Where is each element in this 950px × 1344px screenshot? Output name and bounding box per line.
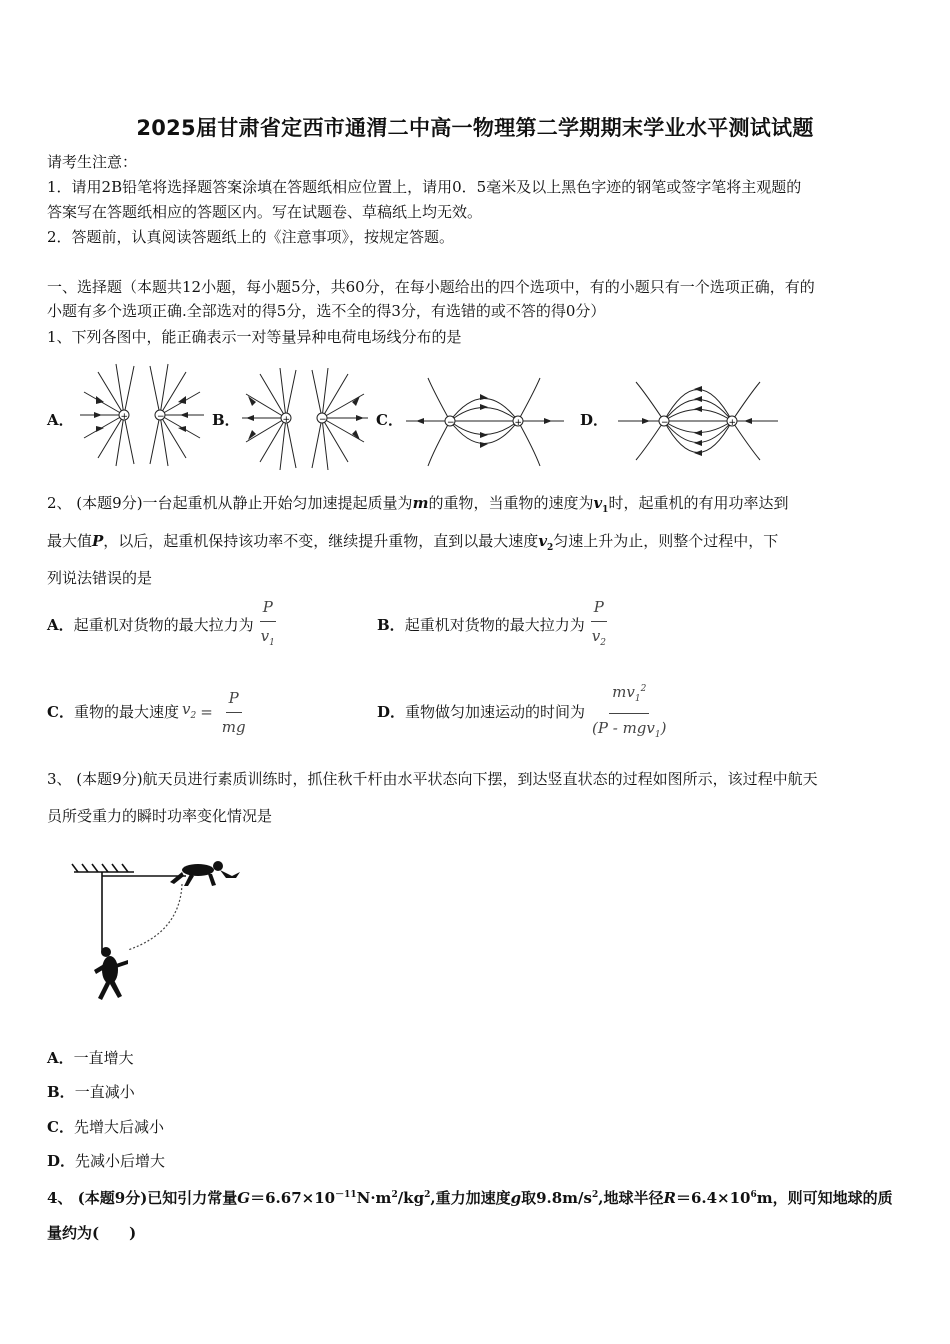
q2-option-b-formula	[589, 595, 609, 655]
page-title: 2025届甘肃省定西市通渭二中高一物理第二学期期末学业水平测试试题	[136, 116, 814, 140]
q1-option-b-label: B．	[212, 411, 240, 429]
q3-option-a-text: 一直增大	[73, 1049, 134, 1067]
q3-option-c-letter: C．	[47, 1118, 74, 1136]
notice-line-1b: 答案写在答题纸相应的答题区内。写在试题卷、草稿纸上均无效。	[47, 203, 483, 221]
q2-text: 匀速上升为止，则整个过程中，下	[553, 532, 779, 550]
q4-exponent: －11	[335, 1190, 357, 1200]
q4-text: 取9.8m/s	[521, 1189, 592, 1207]
q2-var-m: m	[412, 494, 429, 512]
q2-var-v1: v	[593, 494, 603, 512]
q1-option-a-label: A．	[47, 411, 74, 429]
formula-denominator: mg	[221, 717, 246, 736]
formula-denominator: v	[591, 627, 601, 645]
formula-numerator: P	[260, 595, 276, 622]
q3-option-d-letter: D．	[47, 1152, 76, 1170]
svg-text:+: +	[514, 418, 523, 428]
svg-text:−: −	[447, 418, 455, 428]
q4-line-2: 量约为( )	[47, 1224, 137, 1242]
q2-option-b	[377, 600, 609, 650]
q4-var-g-const: G	[237, 1189, 251, 1207]
formula-lhs: v	[181, 699, 191, 718]
q2-text: 2、 (本题9分)一台起重机从静止开始匀加速提起质量为	[47, 494, 413, 512]
q4-text: ＝6.4×10	[675, 1189, 751, 1207]
svg-text:+: +	[282, 415, 291, 425]
q2-text: ，以后，起重机保持该功率不变，继续提升重物，直到以最大速度	[103, 532, 539, 550]
formula-superscript: 2	[640, 684, 647, 694]
field-diagram-a	[76, 362, 208, 472]
formula-subscript: 1	[634, 694, 641, 704]
section-1-line-1: 一、选择题（本题共12小题，每小题5分，共60分，在每小题给出的四个选项中，有的小题只有一个选项正确，有的	[47, 278, 815, 296]
q3-option-b	[47, 1080, 135, 1104]
q3-option-d	[47, 1149, 165, 1173]
formula-subscript: 1	[654, 730, 661, 740]
formula-numerator: P	[591, 595, 607, 622]
q4-text: 4、 (本题9分)已知引力常量	[47, 1189, 238, 1207]
q3-option-d-text: 先减小后增大	[75, 1152, 166, 1170]
q2-text: 时，起重机的有用功率达到	[608, 494, 789, 512]
q2-option-a	[47, 600, 278, 650]
q4-exponent: 6	[750, 1190, 757, 1200]
q2-sub: 2	[547, 543, 554, 553]
svg-text:−: −	[661, 418, 669, 428]
formula-denominator: v	[260, 627, 270, 645]
formula-denominator-close: )	[660, 719, 667, 737]
q2-option-a-text: 起重机对货物的最大拉力为	[73, 616, 254, 634]
q4-text: /kg	[397, 1189, 425, 1207]
notice-line-1a: 1．请用2B铅笔将选择题答案涂填在答题纸相应位置上，请用0．5毫米及以上黑色字迹的钢笔或签字笔将主观题的	[47, 178, 802, 196]
field-diagram-c	[404, 372, 566, 470]
formula-subscript: 1	[269, 638, 275, 648]
notice-line-2: 2．答题前，认真阅读答题纸上的《注意事项》，按规定答题。	[47, 228, 455, 246]
q4-line-1	[47, 1183, 893, 1210]
q3-option-a-letter: A．	[47, 1049, 74, 1067]
q2-var-p: P	[92, 532, 104, 550]
q2-option-b-letter: B．	[377, 616, 405, 634]
q4-var-r: R	[663, 1189, 676, 1207]
q4-var-g: g	[510, 1189, 522, 1207]
q3-line-1: 3、 (本题9分)航天员进行素质训练时，抓住秋千杆由水平状态向下摆，到达竖直状态的过程如图所示，该过程中航天	[47, 770, 818, 788]
q4-text: ,重力加速度	[430, 1189, 511, 1207]
q2-option-c-letter: C．	[47, 703, 74, 721]
q2-option-d	[377, 683, 669, 740]
field-diagram-b	[240, 366, 372, 472]
q2-text: 的重物，当重物的速度为	[428, 494, 594, 512]
q4-exponent: 2	[391, 1190, 398, 1200]
q2-option-d-letter: D．	[377, 703, 406, 721]
q2-option-a-letter: A．	[47, 616, 74, 634]
q4-text: ,地球半径	[598, 1189, 664, 1207]
q2-option-d-formula	[589, 677, 669, 747]
formula-subscript: 2	[600, 638, 606, 648]
q3-option-b-text: 一直减小	[74, 1083, 135, 1101]
q2-option-d-text: 重物做匀加速运动的时间为	[405, 703, 586, 721]
q4-exponent: 2	[424, 1190, 431, 1200]
q4-text: m，则可知地球的质	[756, 1189, 893, 1207]
svg-text:−: −	[157, 412, 165, 422]
q4-text: N·m	[356, 1189, 392, 1207]
formula-equals: =	[200, 703, 213, 721]
formula-numerator: P	[226, 686, 242, 713]
q4-text: ＝6.67×10	[250, 1189, 336, 1207]
q3-option-a	[47, 1046, 134, 1070]
q2-option-c-formula	[219, 686, 249, 739]
q2-text: 最大值	[47, 532, 93, 550]
q1-stem: 1、下列各图中，能正确表示一对等量异种电荷电场线分布的是	[47, 328, 462, 346]
formula-numerator: mv	[612, 683, 635, 701]
q3-option-c-text: 先增大后减小	[73, 1118, 164, 1136]
q2-line-2	[47, 529, 778, 560]
swing-diagram	[70, 852, 246, 1012]
q2-line-1	[47, 491, 788, 522]
q2-option-c	[47, 686, 249, 738]
q2-option-a-formula	[258, 595, 278, 655]
q2-option-b-text: 起重机对货物的最大拉力为	[404, 616, 585, 634]
svg-text:+: +	[120, 412, 129, 422]
formula-subscript: 2	[190, 710, 197, 721]
q2-sub: 1	[602, 505, 609, 515]
field-diagram-d	[616, 372, 780, 470]
q3-option-b-letter: B．	[47, 1083, 75, 1101]
q2-line-3: 列说法错误的是	[47, 569, 153, 587]
q2-var-v2: v	[538, 532, 548, 550]
q3-option-c	[47, 1115, 164, 1139]
svg-text:−: −	[319, 415, 327, 425]
q1-option-d-label: D．	[580, 411, 609, 429]
q4-exponent: 2	[591, 1190, 599, 1200]
section-1-line-2: 小题有多个选项正确.全部选对的得5分，选不全的得3分，有选错的或不答的得0分）	[47, 302, 606, 320]
q2-option-c-text: 重物的最大速度	[73, 703, 179, 721]
q3-line-2: 员所受重力的瞬时功率变化情况是	[47, 807, 273, 825]
formula-denominator: (P - mgv	[592, 719, 655, 737]
svg-text:+: +	[728, 418, 737, 428]
notice-heading: 请考生注意：	[47, 153, 138, 171]
q1-option-c-label: C．	[376, 411, 403, 429]
